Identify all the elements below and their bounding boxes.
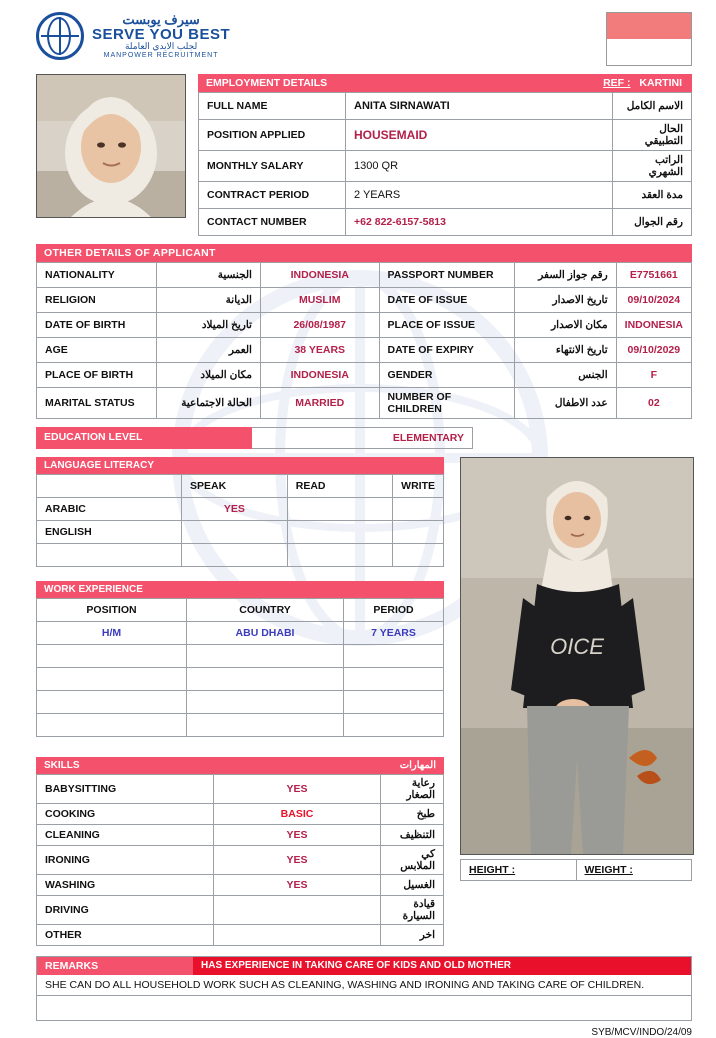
detail-label-2-arabic: تاريخ الانتهاء bbox=[514, 338, 616, 363]
we-period bbox=[344, 668, 444, 691]
employment-section bbox=[36, 74, 692, 236]
skill-value bbox=[214, 925, 381, 946]
employment-label: CONTRACT PERIOD bbox=[199, 182, 346, 209]
detail-value-2: E7751661 bbox=[616, 263, 691, 288]
we-period bbox=[344, 691, 444, 714]
employment-details-title: EMPLOYMENT DETAILS bbox=[206, 77, 328, 89]
skill-name-arabic: طبخ bbox=[381, 804, 444, 825]
table-row bbox=[37, 338, 692, 363]
table-row bbox=[37, 622, 444, 645]
globe-icon bbox=[36, 12, 84, 60]
remarks-blank-area bbox=[37, 996, 691, 1020]
company-tagline: MANPOWER RECRUITMENT bbox=[103, 51, 219, 59]
employment-label-arabic: الراتب الشهري bbox=[613, 151, 692, 182]
table-row bbox=[37, 875, 444, 896]
we-position bbox=[37, 691, 187, 714]
skills-title-arabic: المهارات bbox=[292, 757, 444, 774]
we-position bbox=[37, 714, 187, 737]
employment-label: FULL NAME bbox=[199, 93, 346, 120]
table-row bbox=[199, 151, 692, 182]
detail-label: NATIONALITY bbox=[37, 263, 157, 288]
remarks-line: SHE CAN DO ALL HOUSEHOLD WORK SUCH AS CLEANING, WASHING AND IRONING AND TAKING CARE OF CHILDREN. bbox=[37, 975, 691, 996]
table-row bbox=[37, 645, 444, 668]
work-experience-table bbox=[36, 598, 444, 737]
skill-name-arabic: التنظيف bbox=[381, 825, 444, 846]
detail-label-2-arabic: تاريخ الاصدار bbox=[514, 288, 616, 313]
table-row bbox=[37, 521, 444, 544]
skill-name: WASHING bbox=[37, 875, 214, 896]
table-row bbox=[37, 691, 444, 714]
employment-value: ANITA SIRNAWATI bbox=[346, 93, 613, 120]
employment-label: MONTHLY SALARY bbox=[199, 151, 346, 182]
skill-value: BASIC bbox=[214, 804, 381, 825]
company-arabic-sub: لجلب الايدي العاملة bbox=[124, 41, 198, 52]
detail-label-arabic: الجنسية bbox=[157, 263, 261, 288]
detail-value: MUSLIM bbox=[260, 288, 379, 313]
skill-name-arabic: قيادة السيارة bbox=[381, 896, 444, 925]
detail-value: INDONESIA bbox=[260, 263, 379, 288]
height-label: HEIGHT : bbox=[469, 864, 516, 876]
skill-value bbox=[214, 896, 381, 925]
detail-label-2: PLACE OF ISSUE bbox=[379, 313, 514, 338]
language-speak bbox=[182, 544, 288, 567]
employment-label-arabic: الحال التطبيقي bbox=[613, 120, 692, 151]
detail-value: 26/08/1987 bbox=[260, 313, 379, 338]
skill-name-arabic: رعاية الصغار bbox=[381, 775, 444, 804]
remarks-highlight: HAS EXPERIENCE IN TAKING CARE OF KIDS AND OLD MOTHER bbox=[193, 957, 691, 975]
detail-label-arabic: مكان الميلاد bbox=[157, 363, 261, 388]
detail-label-2-arabic: رقم جواز السفر bbox=[514, 263, 616, 288]
skill-value: YES bbox=[214, 775, 381, 804]
detail-label-2-arabic: عدد الاطفال bbox=[514, 388, 616, 419]
we-country bbox=[187, 691, 344, 714]
language-name: ENGLISH bbox=[37, 521, 182, 544]
weight-field bbox=[576, 859, 693, 881]
education-value: ELEMENTARY bbox=[252, 427, 473, 449]
company-name: SERVE YOU BEST bbox=[92, 25, 231, 43]
skill-name-arabic: كي الملابس bbox=[381, 846, 444, 875]
employment-details-table bbox=[198, 92, 692, 236]
table-row bbox=[37, 263, 692, 288]
detail-value-2: INDONESIA bbox=[616, 313, 691, 338]
height-field bbox=[460, 859, 576, 881]
other-details-section bbox=[36, 244, 692, 419]
detail-value: MARRIED bbox=[260, 388, 379, 419]
detail-label-2: GENDER bbox=[379, 363, 514, 388]
table-row bbox=[37, 896, 444, 925]
measurements-row bbox=[460, 859, 692, 881]
we-country bbox=[187, 714, 344, 737]
language-section bbox=[36, 457, 444, 567]
table-row bbox=[199, 120, 692, 151]
language-table bbox=[36, 474, 444, 567]
skill-name: IRONING bbox=[37, 846, 214, 875]
detail-value: INDONESIA bbox=[260, 363, 379, 388]
language-col-read: READ bbox=[287, 475, 392, 498]
employment-value: 1300 QR bbox=[346, 151, 613, 182]
education-title: EDUCATION LEVEL bbox=[36, 427, 252, 449]
detail-label: PLACE OF BIRTH bbox=[37, 363, 157, 388]
table-row bbox=[37, 925, 444, 946]
language-col-name bbox=[37, 475, 182, 498]
skills-section bbox=[36, 757, 444, 946]
language-col-speak: SPEAK bbox=[182, 475, 288, 498]
detail-label: RELIGION bbox=[37, 288, 157, 313]
employment-value: 2 YEARS bbox=[346, 182, 613, 209]
detail-label: AGE bbox=[37, 338, 157, 363]
we-position bbox=[37, 668, 187, 691]
weight-label: WEIGHT : bbox=[584, 864, 633, 876]
skill-name: OTHER bbox=[37, 925, 214, 946]
detail-label-arabic: العمر bbox=[157, 338, 261, 363]
applicant-portrait-photo bbox=[36, 74, 186, 218]
we-period: 7 YEARS bbox=[344, 622, 444, 645]
employment-label-arabic: الاسم الكامل bbox=[613, 93, 692, 120]
table-row bbox=[37, 825, 444, 846]
table-row bbox=[37, 288, 692, 313]
detail-value-2: 09/10/2029 bbox=[616, 338, 691, 363]
table-row bbox=[37, 714, 444, 737]
skill-name: COOKING bbox=[37, 804, 214, 825]
table-row bbox=[37, 804, 444, 825]
indonesia-flag bbox=[606, 12, 692, 66]
table-row bbox=[199, 182, 692, 209]
language-read bbox=[287, 498, 392, 521]
employment-value: HOUSEMAID bbox=[346, 120, 613, 151]
table-row bbox=[199, 93, 692, 120]
detail-value: 38 YEARS bbox=[260, 338, 379, 363]
employment-details-header bbox=[198, 74, 692, 92]
language-read bbox=[287, 521, 392, 544]
detail-label-arabic: الحالة الاجتماعية bbox=[157, 388, 261, 419]
cv-page bbox=[0, 8, 716, 1038]
detail-label-arabic: تاريخ الميلاد bbox=[157, 313, 261, 338]
skill-name-arabic: اخر bbox=[381, 925, 444, 946]
skill-name-arabic: الغسيل bbox=[381, 875, 444, 896]
remarks-section bbox=[36, 956, 692, 1021]
detail-label-2-arabic: الجنس bbox=[514, 363, 616, 388]
remarks-title: REMARKS bbox=[45, 960, 99, 972]
detail-label-2: DATE OF ISSUE bbox=[379, 288, 514, 313]
page-header bbox=[0, 8, 716, 72]
we-period bbox=[344, 645, 444, 668]
table-row bbox=[37, 313, 692, 338]
detail-label: DATE OF BIRTH bbox=[37, 313, 157, 338]
detail-label-2: DATE OF EXPIRY bbox=[379, 338, 514, 363]
skill-value: YES bbox=[214, 875, 381, 896]
we-col-period: PERIOD bbox=[344, 599, 444, 622]
we-position bbox=[37, 645, 187, 668]
detail-label-2: PASSPORT NUMBER bbox=[379, 263, 514, 288]
detail-label-2-arabic: مكان الاصدار bbox=[514, 313, 616, 338]
company-arabic-name: سيرف يوبست bbox=[122, 11, 200, 27]
language-write bbox=[393, 521, 444, 544]
language-read bbox=[287, 544, 392, 567]
ref-label: REF : bbox=[603, 77, 631, 89]
employment-label: CONTACT NUMBER bbox=[199, 209, 346, 236]
skill-name: BABYSITTING bbox=[37, 775, 214, 804]
detail-label-2: NUMBER OF CHILDREN bbox=[379, 388, 514, 419]
ref-value: KARTINI bbox=[639, 77, 682, 89]
table-row bbox=[37, 599, 444, 622]
education-section bbox=[36, 427, 692, 449]
table-row bbox=[37, 846, 444, 875]
language-speak bbox=[182, 521, 288, 544]
company-logo bbox=[36, 12, 230, 60]
we-country: ABU DHABI bbox=[187, 622, 344, 645]
table-row bbox=[37, 498, 444, 521]
applicant-fullbody-photo bbox=[460, 457, 694, 855]
footer-code: SYB/MCV/INDO/24/09 bbox=[591, 1027, 692, 1038]
employment-value: +62 822-6157-5813 bbox=[346, 209, 613, 236]
other-details-title: OTHER DETAILS OF APPLICANT bbox=[36, 244, 692, 262]
middle-section bbox=[36, 457, 692, 946]
work-experience-section bbox=[36, 581, 444, 737]
skill-value: YES bbox=[214, 846, 381, 875]
we-country bbox=[187, 668, 344, 691]
we-country bbox=[187, 645, 344, 668]
table-row bbox=[37, 668, 444, 691]
we-period bbox=[344, 714, 444, 737]
language-speak: YES bbox=[182, 498, 288, 521]
skill-name: DRIVING bbox=[37, 896, 214, 925]
detail-label-arabic: الديانة bbox=[157, 288, 261, 313]
table-row bbox=[37, 775, 444, 804]
skills-title: SKILLS bbox=[36, 757, 292, 774]
we-col-position: POSITION bbox=[37, 599, 187, 622]
svg-text:OICE: OICE bbox=[550, 634, 604, 659]
table-row bbox=[199, 209, 692, 236]
other-details-table bbox=[36, 262, 692, 419]
we-col-country: COUNTRY bbox=[187, 599, 344, 622]
work-experience-title: WORK EXPERIENCE bbox=[36, 581, 257, 598]
table-row bbox=[37, 363, 692, 388]
language-name: ARABIC bbox=[37, 498, 182, 521]
language-col-write: WRITE bbox=[393, 475, 444, 498]
detail-value-2: F bbox=[616, 363, 691, 388]
table-row bbox=[37, 475, 444, 498]
language-title: LANGUAGE LITERACY bbox=[36, 457, 192, 474]
language-name bbox=[37, 544, 182, 567]
detail-value-2: 09/10/2024 bbox=[616, 288, 691, 313]
detail-value-2: 02 bbox=[616, 388, 691, 419]
skill-value: YES bbox=[214, 825, 381, 846]
detail-label: MARITAL STATUS bbox=[37, 388, 157, 419]
language-write bbox=[393, 544, 444, 567]
employment-label: POSITION APPLIED bbox=[199, 120, 346, 151]
we-position: H/M bbox=[37, 622, 187, 645]
employment-label-arabic: مدة العقد bbox=[613, 182, 692, 209]
table-row bbox=[37, 388, 692, 419]
employment-label-arabic: رقم الجوال bbox=[613, 209, 692, 236]
table-row bbox=[37, 544, 444, 567]
language-write bbox=[393, 498, 444, 521]
skills-table bbox=[36, 774, 444, 946]
skill-name: CLEANING bbox=[37, 825, 214, 846]
